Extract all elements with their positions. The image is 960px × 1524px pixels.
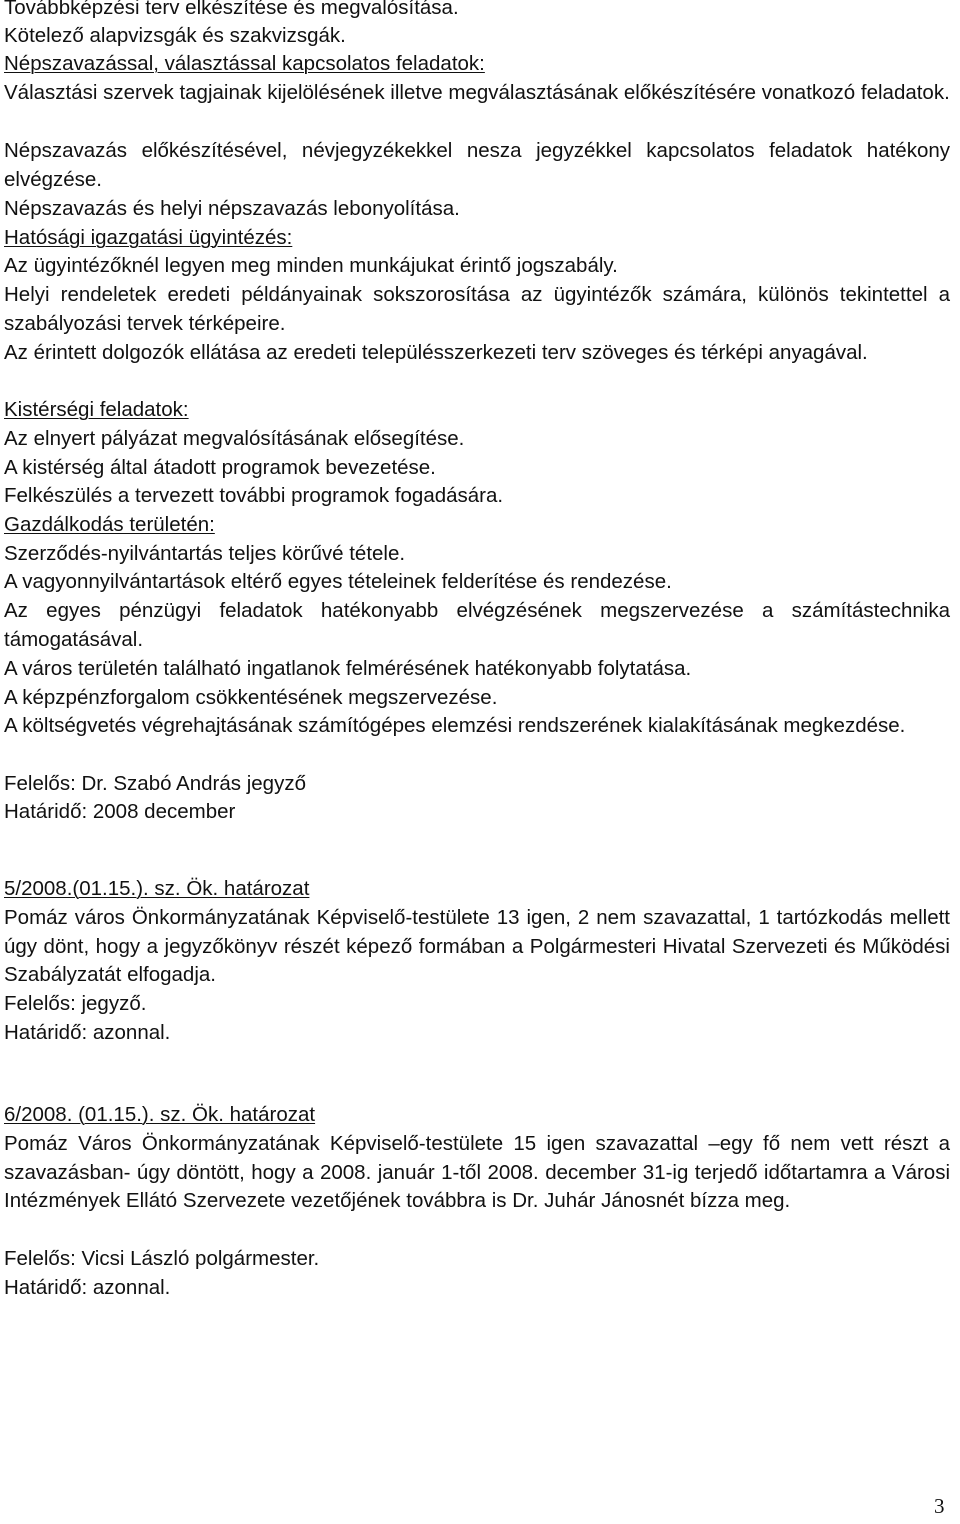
page-number: 3 <box>934 1494 945 1518</box>
paragraph-deadline-december: Határidő: 2008 december <box>4 800 236 823</box>
resolution-body: Pomáz Város Önkormányzatának Képviselő-testülete 15 igen szavazattal –egy fő nem vett részt a szavazásban- úgy döntött, hogy a 2008. január 1-től 2008. december 31-ig terjedő időtartamra a Városi Intézmények Ellátó Szervezete vezetőjének továbbra is Dr. Juhár Jánosnét bízza meg. <box>4 1132 950 1213</box>
resolution-responsible: Felelős: jegyző. <box>4 992 147 1015</box>
paragraph-settlement-plan: Az érintett dolgozók ellátása az eredeti településszerkezeti terv szöveges és térképi anyagával. <box>4 341 868 364</box>
paragraph-legislation: Az ügyintézőknél legyen meg minden munkájukat érintő jogszabály. <box>4 254 618 277</box>
paragraph-cash-flow: A képzpénzforgalom csökkentésének megszervezése. <box>4 686 498 709</box>
resolution-body: Pomáz város Önkormányzatának Képviselő-testülete 13 igen, 2 nem szavazattal, 1 tartózkodás mellett úgy dönt, hogy a jegyzőkönyv részét képező formában a Polgármesteri Hivatal Szervezeti és Működési Szabályzatát elfogadja. <box>4 906 950 987</box>
resolution-responsible: Felelős: Vicsi László polgármester. <box>4 1247 320 1270</box>
section-heading-finance: Gazdálkodás területén: <box>4 513 215 536</box>
paragraph-referendum-registers: Népszavazás előkészítésével, névjegyzékekkel nesza jegyzékkel kapcsolatos feladatok hatékony elvégzése. <box>4 139 950 191</box>
paragraph-local-decrees: Helyi rendeletek eredeti példányainak sokszorosítása az ügyintézők számára, különös tekintettel a szabályozási tervek térképeire. <box>4 283 950 335</box>
paragraph-contract-registry: Szerződés-nyilvántartás teljes körűvé tétele. <box>4 542 406 565</box>
paragraph-exams: Kötelező alapvizsgák és szakvizsgák. <box>4 24 346 47</box>
paragraph-referendum-execution: Népszavazás és helyi népszavazás lebonyolítása. <box>4 197 460 220</box>
paragraph-asset-registry: A vagyonnyilvántartások eltérő egyes tételeinek felderítése és rendezése. <box>4 570 672 593</box>
paragraph-financial-tasks: Az egyes pénzügyi feladatok hatékonyabb elvégzésének megszervezése a számítástechnika támogatásával. <box>4 599 950 651</box>
resolution-deadline: Határidő: azonnal. <box>4 1276 171 1299</box>
paragraph-tender: Az elnyert pályázat megvalósításának elősegítése. <box>4 427 465 450</box>
paragraph-continuing-education: Továbbképzési terv elkészítése és megvalósítása. <box>4 0 459 19</box>
resolution-heading: 6/2008. (01.15.). sz. Ök. határozat <box>4 1103 316 1126</box>
section-heading-referendum: Népszavazással, választással kapcsolatos feladatok: <box>4 52 485 75</box>
paragraph-future-programs: Felkészülés a tervezett további programok fogadására. <box>4 484 504 507</box>
resolution-heading: 5/2008.(01.15.). sz. Ök. határozat <box>4 877 310 900</box>
section-heading-administration: Hatósági igazgatási ügyintézés: <box>4 226 293 249</box>
paragraph-subregion-programs: A kistérség által átadott programok bevezetése. <box>4 456 436 479</box>
resolution-deadline: Határidő: azonnal. <box>4 1021 171 1044</box>
section-heading-subregion: Kistérségi feladatok: <box>4 398 189 421</box>
paragraph-budget-analysis: A költségvetés végrehajtásának számítógépes elemzési rendszerének kialakításának megkezdése. <box>4 714 906 737</box>
paragraph-responsible-notary: Felelős: Dr. Szabó András jegyző <box>4 772 306 795</box>
paragraph-election-bodies: Választási szervek tagjainak kijelölésének illetve megválasztásának előkészítésére vonatkozó feladatok. <box>4 81 950 104</box>
paragraph-real-estate: A város területén található ingatlanok felmérésének hatékonyabb folytatása. <box>4 657 692 680</box>
